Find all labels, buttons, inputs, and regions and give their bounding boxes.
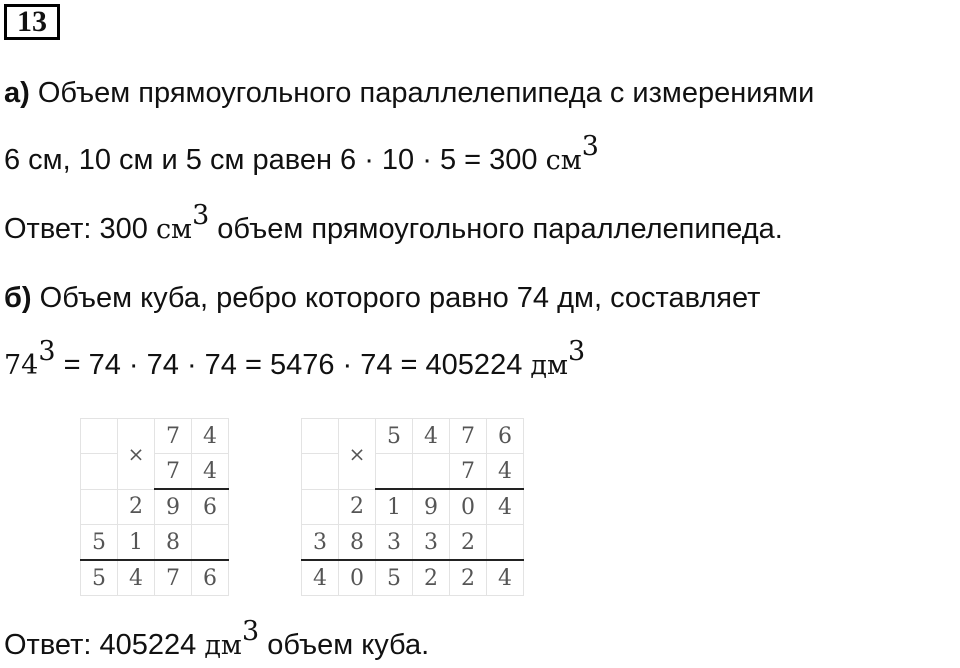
cell <box>487 525 524 561</box>
part-a-marker: а) <box>4 77 30 109</box>
part-b-answer <box>4 616 430 663</box>
cell: 4 <box>413 419 450 454</box>
part-a-answer-unit: см <box>155 214 193 245</box>
part-a-answer-power: 3 <box>192 200 210 232</box>
cell: 9 <box>413 489 450 525</box>
cell: 4 <box>118 560 155 596</box>
part-b-answer-suffix: объем куба. <box>259 629 430 661</box>
cell: 9 <box>155 489 192 525</box>
cell: 1 <box>376 489 413 525</box>
part-a-line1 <box>4 76 814 110</box>
cell: 7 <box>450 454 487 490</box>
multiply-sign: × <box>118 419 155 490</box>
cell: 4 <box>302 560 339 596</box>
cell <box>81 454 118 490</box>
cell: 0 <box>339 560 376 596</box>
part-b-text1: Объем куба, ребро которого равно 74 дм, составляет <box>31 282 761 314</box>
part-b-line1 <box>4 281 760 315</box>
cell: 5 <box>376 419 413 454</box>
cell: 6 <box>192 489 229 525</box>
cell <box>413 454 450 490</box>
part-a-text2: 6 см, 10 см и 5 см равен 6 · 10 · 5 = 300 <box>4 144 546 176</box>
cell <box>192 525 229 561</box>
cell: 4 <box>192 454 229 490</box>
cell: 7 <box>450 419 487 454</box>
part-a-answer-prefix: Ответ: 300 <box>4 213 156 245</box>
cell: 8 <box>155 525 192 561</box>
cell: 7 <box>155 560 192 596</box>
cell <box>376 454 413 490</box>
cell <box>81 419 118 454</box>
cell: 4 <box>192 419 229 454</box>
cell: 4 <box>487 560 524 596</box>
cell: 5 <box>81 525 118 561</box>
part-a-answer <box>4 200 783 247</box>
part-b-answer-power: 3 <box>241 616 260 648</box>
part-b-base: 74 <box>4 350 39 381</box>
cell: 2 <box>339 489 376 525</box>
cell: 7 <box>155 454 192 490</box>
multiplication-5476-by-74 <box>301 418 524 596</box>
cell <box>302 454 339 490</box>
part-b-unit: дм <box>530 350 569 381</box>
cell: 3 <box>376 525 413 561</box>
part-a-unit: см <box>545 145 582 176</box>
part-b-answer-unit: дм <box>204 630 242 661</box>
part-b-base-power: 3 <box>38 336 56 368</box>
cell: 2 <box>450 525 487 561</box>
cell: 0 <box>450 489 487 525</box>
cell: 4 <box>487 489 524 525</box>
cell: 6 <box>487 419 524 454</box>
cell: 8 <box>339 525 376 561</box>
part-b-answer-prefix: Ответ: 405224 <box>4 629 205 661</box>
multiplication-74-by-74 <box>80 418 229 596</box>
cell: 5 <box>81 560 118 596</box>
task-number: 13 <box>4 4 60 40</box>
part-b-marker: б) <box>4 282 32 314</box>
part-a-answer-suffix: объем прямоугольного параллелепипеда. <box>209 213 783 245</box>
cell: 6 <box>192 560 229 596</box>
cell <box>302 419 339 454</box>
multiply-sign: × <box>339 419 376 490</box>
cell: 2 <box>413 560 450 596</box>
cell: 1 <box>118 525 155 561</box>
part-a-line2 <box>4 131 599 178</box>
part-a-text1: Объем прямоугольного параллелепипеда с измерениями <box>29 77 815 109</box>
cell: 4 <box>487 454 524 490</box>
cell: 2 <box>118 489 155 525</box>
part-b-line2 <box>4 336 586 383</box>
part-b-unit-power: 3 <box>568 336 586 368</box>
cell: 7 <box>155 419 192 454</box>
cell <box>302 489 339 525</box>
part-a-power: 3 <box>581 131 599 163</box>
cell: 5 <box>376 560 413 596</box>
cell: 3 <box>413 525 450 561</box>
cell: 3 <box>302 525 339 561</box>
part-b-equation: = 74 · 74 · 74 = 5476 · 74 = 405224 <box>55 349 531 381</box>
cell: 2 <box>450 560 487 596</box>
cell <box>81 489 118 525</box>
